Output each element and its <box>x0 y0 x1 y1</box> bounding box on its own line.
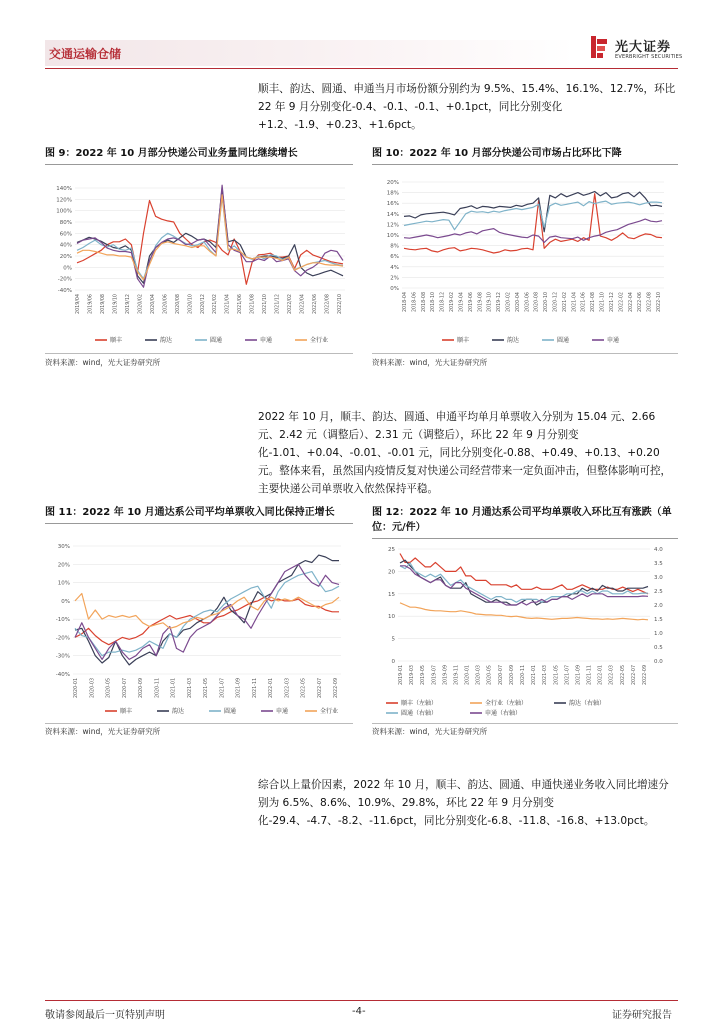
x-tick-label: 2021-11 <box>587 665 593 686</box>
x-tick-label: 2018-08 <box>421 292 427 313</box>
legend-label: 韵达 <box>172 708 185 715</box>
legend-label: 圆通 <box>224 708 237 715</box>
y-tick-label: 30% <box>57 544 70 550</box>
x-tick-label: 2019-08 <box>478 292 484 313</box>
y-tick-label: 10% <box>386 233 399 239</box>
fig10-title: 图 10：2022 年 10 月部分快递公司市场占比环比下降 <box>372 148 622 159</box>
x-tick-label: 2021-02 <box>562 292 568 313</box>
legend-label: 顺丰 <box>110 337 123 344</box>
fig10-bottom-rule <box>372 353 678 354</box>
x-tick-label: 2022/08 <box>325 294 331 314</box>
x-tick-label: 2021/12 <box>275 294 281 314</box>
y2-tick-label: 4.0 <box>654 547 663 553</box>
x-tick-label: 2019/10 <box>113 294 119 314</box>
x-tick-label: 2020-05 <box>487 665 493 686</box>
header-rule <box>45 68 678 69</box>
fig12-source: 资料来源：wind，光大证券研究所 <box>372 727 488 736</box>
legend-label: 圆通（右轴） <box>401 710 438 717</box>
x-tick-label: 2021-12 <box>609 292 615 313</box>
x-tick-label: 2020-08 <box>534 292 540 313</box>
y-tick-label: 20 <box>388 569 395 576</box>
x-tick-label: 2020-03 <box>90 678 96 699</box>
y-tick-label: -40% <box>55 672 70 678</box>
series-line-yd <box>400 560 648 605</box>
brand-logo-icon <box>591 36 607 58</box>
y-tick-label: 20% <box>59 254 72 260</box>
x-tick-label: 2020/02 <box>138 294 144 314</box>
y-tick-label: -40% <box>57 288 72 294</box>
y-tick-label: 120% <box>56 197 72 204</box>
legend-label: 全行业 <box>310 337 329 344</box>
fig11-source: 资料来源：wind，光大证券研究所 <box>45 727 161 736</box>
y-tick-label: -20% <box>55 635 70 642</box>
y-tick-label: 12% <box>386 222 399 229</box>
x-tick-label: 2021-03 <box>187 678 193 699</box>
y-tick-label: 80% <box>59 220 72 226</box>
x-tick-label: 2020-09 <box>509 665 515 686</box>
x-tick-label: 2020/06 <box>163 294 169 314</box>
y2-tick-label: 1.5 <box>654 617 663 623</box>
x-tick-label: 2021-06 <box>581 292 587 313</box>
y-tick-label: 16% <box>386 201 399 208</box>
fig11-title: 图 11：2022 年 10 月通达系公司平均单票收入同比保持正增长 <box>45 507 335 518</box>
x-tick-label: 2021/10 <box>263 294 269 314</box>
x-tick-label: 2020/08 <box>175 294 181 314</box>
x-tick-label: 2020-12 <box>553 292 559 313</box>
legend-label: 申通（右轴） <box>485 710 522 717</box>
paragraph-text: 2022 年 10 月，顺丰、韵达、圆通、申通平均单月单票收入分别为 15.04 元、2.66 元、2.42 元（调整后）、2.31 元（调整后），环比 22 年 9 月分别变化-1.01、+0.04、-0.01、-0.01 元，同比分别变化-0.88、+0.49、+0.13、+0.20 元。整体来看，虽然国内疫情反复对快递公司经营带来一定负面冲击，但整体影响可控，主要快递公司单票收入依然保持平稳。 <box>258 411 672 495</box>
y2-tick-label: 0.0 <box>654 659 663 665</box>
x-tick-label: 2019-06 <box>468 292 474 313</box>
y-tick-label: 5 <box>391 636 395 643</box>
x-tick-label: 2020-01 <box>465 665 471 686</box>
paragraph-text: 综合以上量价因素，2022 年 10 月，顺丰、韵达、圆通、申通快递业务收入同比增速分别为 6.5%、8.6%、10.9%、29.8%，环比 22 年 9 月分别变化-29.4、-4.7、-8.2、-11.6pct，同比分别变化-6.8、-11.8、-16.8、+13.0pct。 <box>258 779 669 827</box>
x-tick-label: 2022-05 <box>301 678 307 699</box>
x-tick-label: 2020-09 <box>139 678 144 699</box>
x-tick-label: 2020-03 <box>476 665 482 686</box>
fig9-bottom-rule <box>45 353 353 354</box>
x-tick-label: 2022-08 <box>647 292 653 313</box>
x-tick-label: 2020-01 <box>74 678 79 699</box>
x-tick-label: 2021-09 <box>576 665 582 686</box>
legend-label: 顺丰 <box>457 337 470 344</box>
y-tick-label: 8% <box>390 243 399 250</box>
y-tick-label: 6% <box>390 254 399 261</box>
fig9-source: 资料来源：wind，光大证券研究所 <box>45 358 161 367</box>
x-tick-label: 2018-12 <box>440 292 446 313</box>
y-tick-label: -30% <box>55 653 70 660</box>
fig10-chart <box>372 170 678 350</box>
x-tick-label: 2020/12 <box>200 294 206 314</box>
x-tick-label: 2019/08 <box>100 294 106 314</box>
paragraph-revenue-growth <box>258 776 678 830</box>
brand-name-cn: 光大证券 <box>615 40 672 55</box>
section-label: 交通运输仓储 <box>49 47 122 61</box>
footer-rule <box>45 1000 678 1001</box>
series-line-st <box>75 564 339 659</box>
x-tick-label: 2020-07 <box>498 665 504 686</box>
footer-disclaimer: 敬请参阅最后一页特别声明 <box>45 1010 165 1021</box>
fig12-chart <box>372 541 678 721</box>
legend-label: 韵达（右轴） <box>569 700 606 707</box>
y-tick-label: 60% <box>59 231 72 238</box>
x-tick-label: 2019-09 <box>443 665 449 686</box>
y-tick-label: 4% <box>390 264 399 271</box>
y-tick-label: 40% <box>59 242 72 249</box>
y-tick-label: 20% <box>386 180 399 186</box>
x-tick-label: 2022/06 <box>313 294 319 314</box>
legend-label: 申通 <box>260 337 273 344</box>
x-tick-label: 2021-04 <box>572 292 578 313</box>
footer-doc-type: 证券研究报告 <box>612 1010 672 1021</box>
legend-label: 圆通 <box>210 337 223 344</box>
y-tick-label: 18% <box>386 190 399 197</box>
paragraph-text: 顺丰、韵达、圆通、申通当月市场份额分别约为 9.5%、15.4%、16.1%、12.7%，环比 22 年 9 月分别变化-0.4、-0.1、-0.1、+0.1pct，同比分别变化+1.2、-1.9、+0.23、+1.6pct。 <box>258 83 676 131</box>
fig12-title: 图 12：2022 年 10 月通达系公司平均单票收入环比互有涨跌（单位：元/件） <box>372 507 672 533</box>
x-tick-label: 2022/10 <box>338 294 343 314</box>
x-tick-label: 2019-07 <box>432 665 438 686</box>
x-tick-label: 2021-01 <box>532 665 538 686</box>
paragraph-unit-revenue <box>258 408 678 498</box>
y-tick-label: 15 <box>388 591 395 598</box>
x-tick-label: 2021-07 <box>565 665 571 686</box>
legend-label: 全行业（左轴） <box>485 700 528 707</box>
x-tick-label: 2022-09 <box>334 678 339 699</box>
x-tick-label: 2022-04 <box>628 292 634 313</box>
legend-label: 申通 <box>607 337 620 344</box>
x-tick-label: 2021-01 <box>171 678 177 699</box>
y-tick-label: 0% <box>63 265 72 272</box>
x-tick-label: 2021-05 <box>554 665 560 686</box>
x-tick-label: 2020-02 <box>506 292 512 313</box>
series-line-st <box>404 219 662 242</box>
fig10-title-rule <box>372 164 678 165</box>
x-tick-label: 2019-11 <box>454 665 460 686</box>
y-tick-label: 10% <box>57 580 70 587</box>
brand-name-en: EVERBRIGHT SECURITIES <box>615 54 683 60</box>
section-tag <box>45 40 575 66</box>
y-tick-label: 140% <box>56 186 72 192</box>
page-header <box>0 0 724 70</box>
x-tick-label: 2021/08 <box>250 294 256 314</box>
x-tick-label: 2019-12 <box>497 292 503 313</box>
x-tick-label: 2021-05 <box>204 678 209 699</box>
x-tick-label: 2019/12 <box>125 294 131 314</box>
x-tick-label: 2022-03 <box>609 665 615 686</box>
x-tick-label: 2020-05 <box>106 678 112 699</box>
y-tick-label: 2% <box>390 275 399 282</box>
x-tick-label: 2022-09 <box>643 665 648 686</box>
x-tick-label: 2021-09 <box>236 678 242 699</box>
x-tick-label: 2021-10 <box>600 292 606 313</box>
fig11-title-rule <box>45 523 353 524</box>
series-line-st <box>77 185 343 287</box>
y-tick-label: 0% <box>390 286 399 292</box>
legend-label: 顺丰（左轴） <box>401 700 438 707</box>
x-tick-label: 2022-02 <box>619 292 625 313</box>
paragraph-market-share <box>258 80 678 134</box>
y-tick-label: 14% <box>386 211 399 218</box>
y2-tick-label: 2.5 <box>654 589 663 595</box>
x-tick-label: 2021/06 <box>238 294 244 314</box>
y2-tick-label: 3.5 <box>654 561 663 567</box>
series-line-yd <box>77 188 343 283</box>
y-tick-label: 25 <box>388 547 395 553</box>
fig11-chart <box>45 536 353 721</box>
x-tick-label: 2019-05 <box>421 665 427 686</box>
fig9-chart <box>45 170 353 350</box>
y-tick-label: 0 <box>391 659 395 665</box>
y2-tick-label: 2.0 <box>654 603 663 609</box>
legend-label: 全行业 <box>320 708 339 715</box>
x-tick-label: 2021-11 <box>252 678 258 699</box>
fig10-svg <box>372 170 678 350</box>
y2-tick-label: 3.0 <box>654 575 663 581</box>
x-tick-label: 2018-04 <box>403 292 408 313</box>
y2-tick-label: 1.0 <box>654 631 663 637</box>
fig11-svg <box>45 536 353 721</box>
x-tick-label: 2022-07 <box>317 678 323 699</box>
brand-logo <box>591 34 683 68</box>
x-tick-label: 2020-10 <box>544 292 550 313</box>
x-tick-label: 2018-06 <box>412 292 418 313</box>
x-tick-label: 2021/04 <box>225 294 231 314</box>
x-tick-label: 2022-03 <box>285 678 291 699</box>
series-line-industry <box>400 603 648 620</box>
y-tick-label: -20% <box>57 276 72 283</box>
fig10-source: 资料来源：wind，光大证券研究所 <box>372 358 488 367</box>
x-tick-label: 2019/04 <box>76 294 81 314</box>
x-tick-label: 2019-10 <box>487 292 493 313</box>
series-line-yd <box>404 192 662 232</box>
x-tick-label: 2021/02 <box>213 294 219 314</box>
x-tick-label: 2019-03 <box>410 665 416 686</box>
series-line-yd <box>75 555 339 665</box>
legend-label: 顺丰 <box>120 708 133 715</box>
x-tick-label: 2019-04 <box>459 292 465 313</box>
x-tick-label: 2022-01 <box>269 678 274 699</box>
fig12-svg <box>372 541 678 721</box>
x-tick-label: 2022-05 <box>620 665 626 686</box>
y-tick-label: -10% <box>55 617 70 624</box>
page-number: -4- <box>352 1006 366 1017</box>
x-tick-label: 2022-06 <box>638 292 644 313</box>
y-tick-label: 0% <box>61 598 70 605</box>
y-tick-label: 20% <box>57 562 70 569</box>
fig9-title-rule <box>45 164 353 165</box>
x-tick-label: 2020-04 <box>515 292 521 313</box>
x-tick-label: 2019-02 <box>450 292 456 313</box>
fig12-title-rule <box>372 538 678 539</box>
fig9-title: 图 9：2022 年 10 月部分快递公司业务量同比继续增长 <box>45 148 298 159</box>
x-tick-label: 2021-03 <box>543 665 549 686</box>
x-tick-label: 2022/02 <box>288 294 294 314</box>
x-tick-label: 2022/04 <box>300 294 306 314</box>
legend-label: 韵达 <box>507 337 520 344</box>
x-tick-label: 2022-07 <box>631 665 637 686</box>
series-line-yt <box>404 201 662 230</box>
x-tick-label: 2021-07 <box>220 678 226 699</box>
x-tick-label: 2020-07 <box>122 678 128 699</box>
y-tick-label: 10 <box>388 614 395 621</box>
legend-label: 韵达 <box>160 337 173 344</box>
legend-label: 申通 <box>276 708 289 715</box>
x-tick-label: 2021-08 <box>591 292 597 313</box>
fig11-bottom-rule <box>45 723 353 724</box>
x-tick-label: 2020/10 <box>188 294 194 314</box>
x-tick-label: 2019/06 <box>88 294 94 314</box>
x-tick-label: 2019-01 <box>399 665 404 686</box>
x-tick-label: 2020-06 <box>525 292 531 313</box>
legend-label: 圆通 <box>557 337 570 344</box>
x-tick-label: 2020/04 <box>150 294 156 314</box>
x-tick-label: 2020-11 <box>521 665 526 686</box>
y-tick-label: 100% <box>56 208 72 215</box>
fig9-svg <box>45 170 353 350</box>
x-tick-label: 2020-11 <box>155 678 161 699</box>
x-tick-label: 2018-10 <box>431 292 437 313</box>
fig12-bottom-rule <box>372 723 678 724</box>
x-tick-label: 2022-01 <box>598 665 604 686</box>
x-tick-label: 2022-10 <box>657 292 662 313</box>
y2-tick-label: 0.5 <box>654 645 663 651</box>
